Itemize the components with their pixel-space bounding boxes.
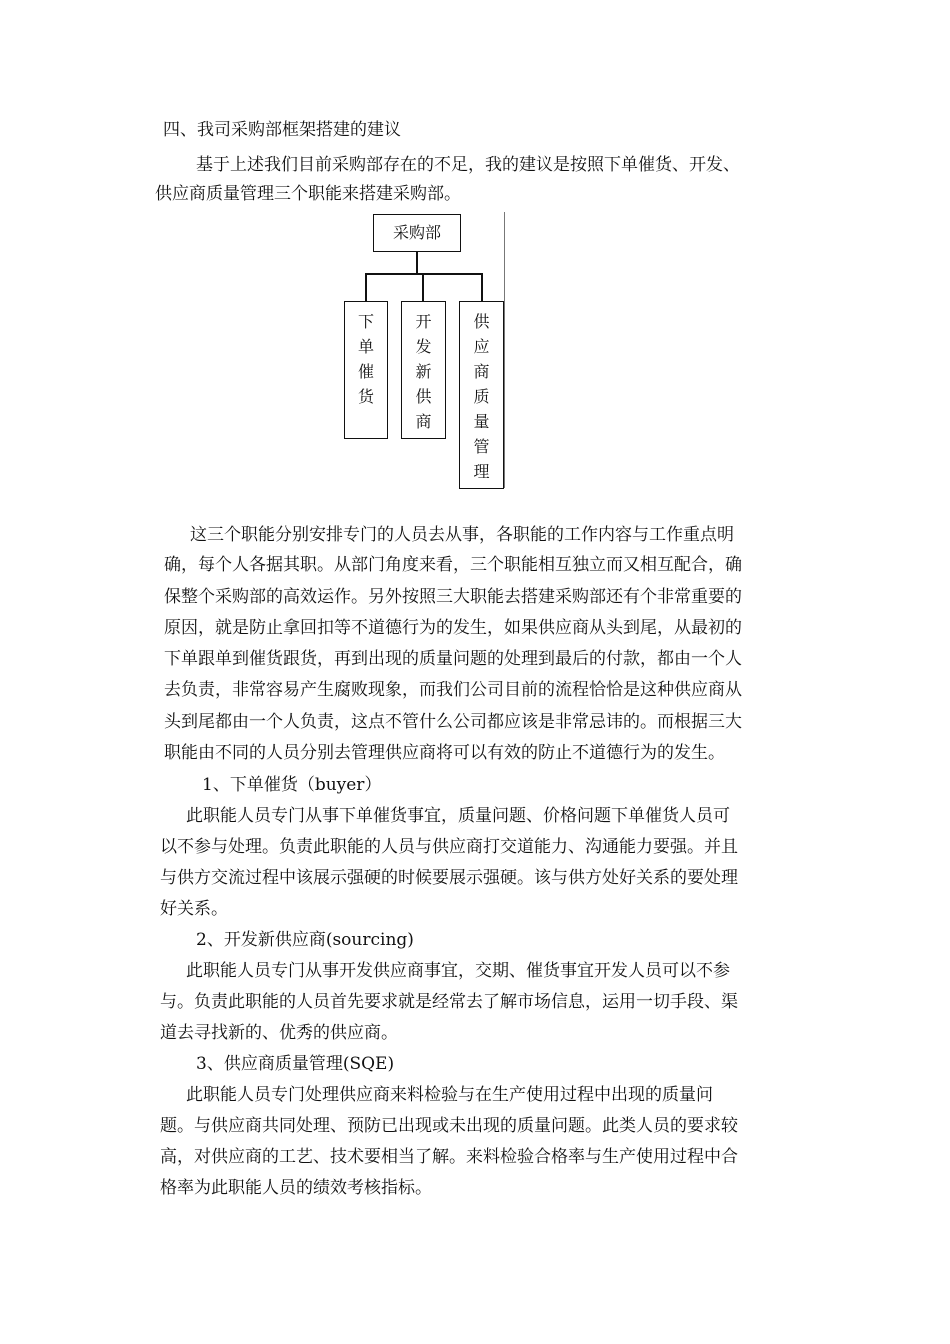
item-2-line: 此职能人员专门从事开发供应商事宜，交期、催货事宜开发人员可以不参: [186, 961, 730, 981]
org-child-box-1: [344, 301, 388, 439]
item-2-title: 2、开发新供应商(sourcing): [196, 930, 414, 950]
main-paragraph-line: 保整个采购部的高效运作。另外按照三大职能去搭建采购部还有个非常重要的: [164, 587, 742, 607]
org-child-3-char: 商: [473, 362, 490, 381]
org-child-box-2: [401, 301, 446, 439]
main-paragraph-line: 原因，就是防止拿回扣等不道德行为的发生，如果供应商从头到尾，从最初的: [164, 618, 742, 638]
org-child-3-char: 管: [473, 437, 490, 456]
org-child-3-char: 量: [473, 412, 490, 431]
org-child-1-char: 催: [357, 362, 374, 381]
horizontal-connector: [365, 273, 482, 275]
section-heading: 四、我司采购部框架搭建的建议: [163, 120, 401, 140]
item-2-line: 道去寻找新的、优秀的供应商。: [160, 1023, 398, 1043]
item-3-title: 3、供应商质量管理(SQE): [196, 1054, 395, 1074]
item-3-line: 高，对供应商的工艺、技术要相当了解。来料检验合格率与生产使用过程中合: [160, 1147, 738, 1167]
org-child-2-char: 开: [415, 312, 432, 331]
main-paragraph-line: 确，每个人各据其职。从部门角度来看，三个职能相互独立而又相互配合，确: [164, 555, 742, 575]
connector-2: [422, 273, 424, 301]
intro-line-1: 基于上述我们目前采购部存在的不足，我的建议是按照下单催货、开发、: [196, 155, 740, 175]
connector-1: [365, 273, 367, 301]
org-child-3-char: 质: [473, 387, 490, 406]
item-2-line: 与。负责此职能的人员首先要求就是经常去了解市场信息，运用一切手段、渠: [160, 992, 738, 1012]
item-1-line: 好关系。: [160, 899, 228, 919]
org-child-2-char: 商: [415, 412, 432, 431]
intro-line-2: 供应商质量管理三个职能来搭建采购部。: [155, 184, 461, 204]
org-child-1-char: 下: [357, 312, 374, 331]
main-paragraph-line: 下单跟单到催货跟货，再到出现的质量问题的处理到最后的付款，都由一个人: [164, 649, 742, 669]
org-child-3-char: 理: [473, 462, 490, 481]
org-child-2-char: 供: [415, 387, 432, 406]
root-connector: [416, 252, 418, 274]
org-root-box: 采购部: [373, 214, 461, 252]
main-paragraph-line: 头到尾都由一个人负责，这点不管什么公司都应该是非常忌讳的。而根据三大: [164, 712, 742, 732]
item-3-line: 此职能人员专门处理供应商来料检验与在生产使用过程中出现的质量问: [186, 1085, 713, 1105]
org-child-1-char: 单: [357, 337, 374, 356]
item-3-line: 格率为此职能人员的绩效考核指标。: [160, 1178, 432, 1198]
connector-3: [481, 273, 483, 301]
org-child-3-char: 供: [473, 312, 490, 331]
main-paragraph-line: 去负责，非常容易产生腐败现象，而我们公司目前的流程恰恰是这种供应商从: [164, 680, 742, 700]
item-3-line: 题。与供应商共同处理、预防已出现或未出现的质量问题。此类人员的要求较: [160, 1116, 738, 1136]
org-child-3-char: 应: [473, 337, 490, 356]
org-child-2-char: 新: [415, 362, 432, 381]
org-child-box-3: [459, 301, 504, 489]
main-paragraph-line: 这三个职能分别安排专门的人员去从事，各职能的工作内容与工作重点明: [190, 525, 734, 545]
org-child-2-char: 发: [415, 337, 432, 356]
chart-side-line: [504, 212, 505, 488]
org-child-1-char: 货: [357, 387, 374, 406]
main-paragraph-line: 职能由不同的人员分别去管理供应商将可以有效的防止不道德行为的发生。: [164, 743, 725, 763]
item-1-line: 以不参与处理。负责此职能的人员与供应商打交道能力、沟通能力要强。并且: [160, 837, 738, 857]
item-1-line: 此职能人员专门从事下单催货事宜，质量问题、价格问题下单催货人员可: [186, 806, 730, 826]
item-1-title: 1、下单催货（buyer）: [202, 775, 382, 795]
item-1-line: 与供方交流过程中该展示强硬的时候要展示强硬。该与供方处好关系的要处理: [160, 868, 738, 888]
